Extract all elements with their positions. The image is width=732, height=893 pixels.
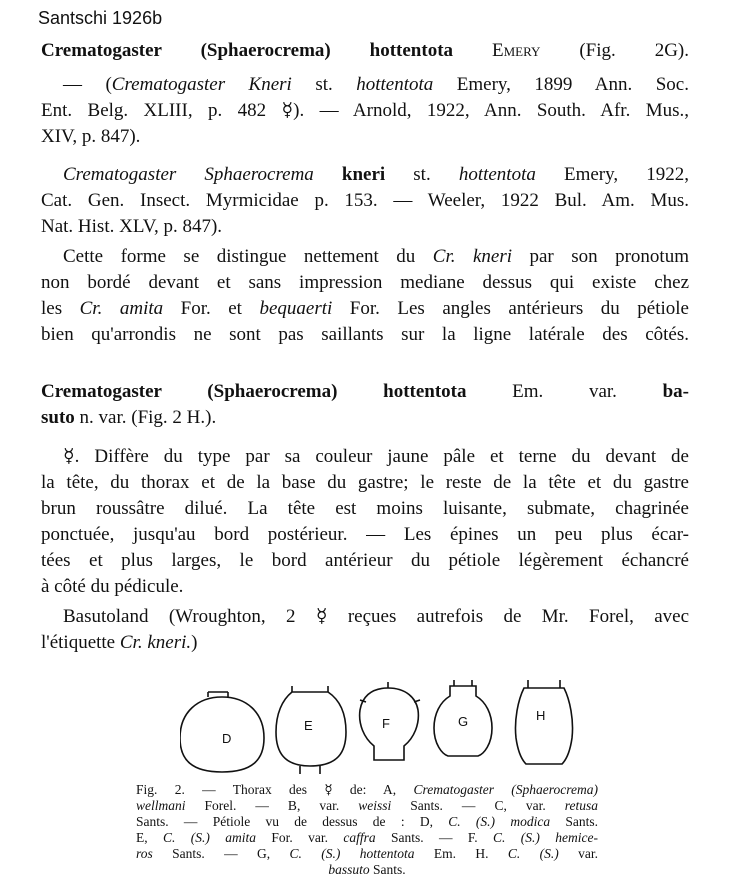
petiole-drawings: [180, 680, 600, 780]
label-d: D: [222, 731, 232, 746]
text: C. (S.) hottentota: [289, 846, 415, 861]
text: Crematogaster Kneri: [111, 74, 292, 95]
label-h: H: [536, 708, 546, 723]
text-line: XIV, p. 847).: [41, 126, 141, 147]
text: — (: [63, 74, 112, 95]
text: Forel. — B, var.: [185, 798, 359, 813]
text: Sants. — G,: [152, 846, 290, 861]
taxon-name: Crematogaster (Sphaerocrema) hottentota: [41, 40, 454, 61]
text: ): [191, 632, 198, 653]
text: C. (S.) amita: [163, 830, 256, 845]
text-line: brun roussâtre dilué. La tête est moins luisante, submate, chagrinée: [41, 498, 689, 519]
source-tag: Santschi 1926b: [38, 8, 163, 28]
text: var.: [558, 846, 599, 861]
description-1: [41, 244, 689, 348]
text-line: ponctuée, jusqu'au bord postérieur. — Les épines un peu plus écar-: [41, 524, 689, 545]
text: For. var.: [256, 830, 344, 845]
text: kneri: [313, 164, 386, 185]
label-e: E: [304, 718, 313, 733]
label-f: F: [382, 716, 390, 731]
text-line: Ent. Belg. XLIII, p. 482 ☿). — Arnold, 1922, Ann. South. Afr. Mus.,: [41, 100, 689, 121]
author: Em. var.: [512, 381, 617, 402]
text: l'étiquette: [41, 632, 120, 653]
text: Em. H.: [414, 846, 508, 861]
text: C. (S.): [507, 846, 559, 861]
text: E,: [136, 830, 163, 845]
petiole-h: [515, 680, 572, 764]
text: suto: [41, 407, 75, 428]
text: hottentota: [458, 164, 536, 185]
text: Crematogaster Sphaerocrema: [63, 164, 314, 185]
text: les: [41, 298, 80, 319]
text-line: ☿. Diffère du type par sa couleur jaune pâle et terne du devant de: [63, 446, 689, 467]
description-2: [41, 444, 689, 600]
text: par son pronotum: [512, 246, 689, 267]
text: st.: [291, 74, 357, 95]
text: bequaerti: [259, 298, 333, 319]
text: Sants. — Pétiole vu de dessus de : D,: [136, 814, 449, 829]
author: Emery: [491, 40, 541, 61]
text: Sants.: [369, 862, 406, 877]
text: n. var. (Fig. 2 H.).: [79, 407, 217, 428]
locality: [41, 604, 689, 656]
text: Emery, 1922,: [535, 164, 689, 185]
petiole-e: [276, 686, 346, 774]
label-g: G: [458, 714, 469, 729]
text: Cr. amita: [79, 298, 164, 319]
section2-heading: [41, 379, 689, 431]
text: For. et: [163, 298, 260, 319]
text: weissi: [358, 798, 392, 813]
petiole-d: [180, 692, 264, 772]
text: Emery, 1899 Ann. Soc.: [433, 74, 689, 95]
text: Fig. 2. — Thorax des ☿ de: A,: [136, 782, 414, 797]
text-line: la tête, du thorax et de la base du gastre; le reste de la tête et du gastre: [41, 472, 689, 493]
section1-heading: [41, 38, 689, 64]
text: C. (S.) hemice-: [493, 830, 599, 845]
text-line: tées et plus larges, le bord antérieur du pétiole légèrement échancré: [41, 550, 689, 571]
text: caffra: [343, 830, 376, 845]
text-line: Cat. Gen. Insect. Myrmicidae p. 153. — Weeler, 1922 Bul. Am. Mus.: [41, 190, 689, 211]
text: C. (S.) modica: [448, 814, 551, 829]
text: ros: [136, 846, 153, 861]
petiole-f: [360, 682, 420, 760]
petiole-g: [434, 680, 492, 756]
text: wellmani: [136, 798, 186, 813]
figure-caption: [136, 782, 598, 878]
text: For. Les angles antérieurs du pétiole: [332, 298, 689, 319]
text: Sants. — C, var.: [391, 798, 565, 813]
synonymy-1: [41, 72, 689, 150]
text: hottentota: [356, 74, 434, 95]
text: st.: [385, 164, 459, 185]
figure-ref: (Fig. 2G).: [579, 40, 690, 61]
text: bassuto: [328, 862, 370, 877]
text: Cr. kneri: [432, 246, 512, 267]
text-line: à côté du pédicule.: [41, 576, 184, 597]
synonymy-2: [41, 162, 689, 240]
text-line: bien qu'arrondis ne sont pas saillants sur la ligne latérale des côtés.: [41, 324, 689, 345]
text-line: Nat. Hist. XLV, p. 847).: [41, 216, 223, 237]
text: Cette forme se distingue nettement du: [63, 246, 433, 267]
taxon-name: Crematogaster (Sphaerocrema) hottentota: [41, 381, 467, 402]
text: Cr. kneri.: [119, 632, 192, 653]
text: Sants. — F.: [375, 830, 494, 845]
figure-2: [180, 680, 600, 780]
text: ba-: [662, 381, 690, 402]
text: retusa: [564, 798, 598, 813]
text: Crematogaster (Sphaerocrema): [413, 782, 598, 797]
text: Sants.: [550, 814, 598, 829]
text-line: non bordé devant et sans impression mediane dessus qui existe chez: [41, 272, 689, 293]
text-line: Basutoland (Wroughton, 2 ☿ reçues autrefois de Mr. Forel, avec: [63, 606, 689, 627]
